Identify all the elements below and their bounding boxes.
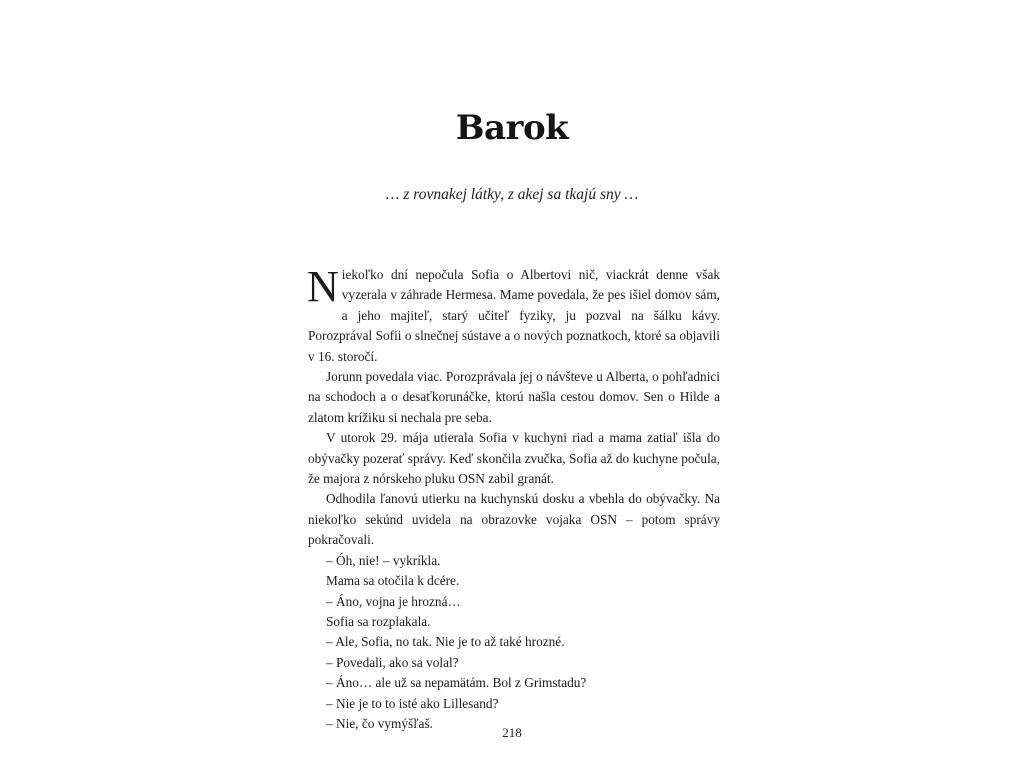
- dialogue-line-1: – Óh, nie! – vykríkla.: [326, 552, 441, 568]
- paragraph-6: Mama sa otočila k dcére.: [326, 573, 460, 589]
- dialogue-line-3: – Ale, Sofia, no tak. Nie je to až také hrozné.: [326, 634, 565, 650]
- paragraph-1: [307, 262, 720, 367]
- body-text: [307, 262, 720, 734]
- dialogue-line-4: – Povedali, ako sa volal?: [326, 654, 459, 670]
- paragraph-4: Odhodila ľanovú utierku na kuchynskú dosku a vbehla do obývačky. Na niekoľko sekúnd uvidela na obrazovke vojaka OSN – potom správy pokračovali.: [308, 491, 720, 548]
- chapter-epigraph: … z rovnakej látky, z akej sa tkajú sny …: [385, 186, 639, 203]
- page-number: 218: [502, 725, 522, 740]
- dialogue-line-6: – Nie je to to isté ako Lillesand?: [326, 695, 499, 711]
- chapter-title: Barok: [455, 108, 569, 148]
- paragraph-2: Jorunn povedala viac. Porozprávala jej o návšteve u Alberta, o pohľadnici na schodoch a o desaťkorunáčke, ktorú našla cestou domov. Sen o Hilde a zlatom krížiku si nechala pre seba.: [308, 369, 720, 425]
- paragraph-1-text: iekoľko dní nepočula Sofia o Albertovi nič, viackrát denne však vyzerala v záhrade Hermesa. Mame povedala, že pes išiel domov sám, a jeho majiteľ, starý učiteľ fyziky, ju pozval na šálku kávy. Porozprával Sofii o slnečnej sústave a o nových poznatkoch, ktoré sa objavili v 16. storočí.: [308, 267, 720, 364]
- dialogue-line-5: – Áno… ale už sa nepamätám. Bol z Grimstadu?: [326, 675, 587, 691]
- drop-cap: N: [307, 262, 339, 311]
- paragraph-3: V utorok 29. mája utierala Sofia v kuchyni riad a mama zatiaľ išla do obývačky pozerať správy. Keď skončila zvučka, Sofia až do kuchyne počula, že majora z nórskeho pluku OSN zabil granát.: [308, 430, 720, 487]
- dialogue-line-2: – Áno, vojna je hrozná…: [326, 593, 461, 609]
- dialogue-line-7: – Nie, čo vymýšľaš.: [326, 715, 433, 731]
- paragraph-8: Sofia sa rozplakala.: [326, 613, 431, 629]
